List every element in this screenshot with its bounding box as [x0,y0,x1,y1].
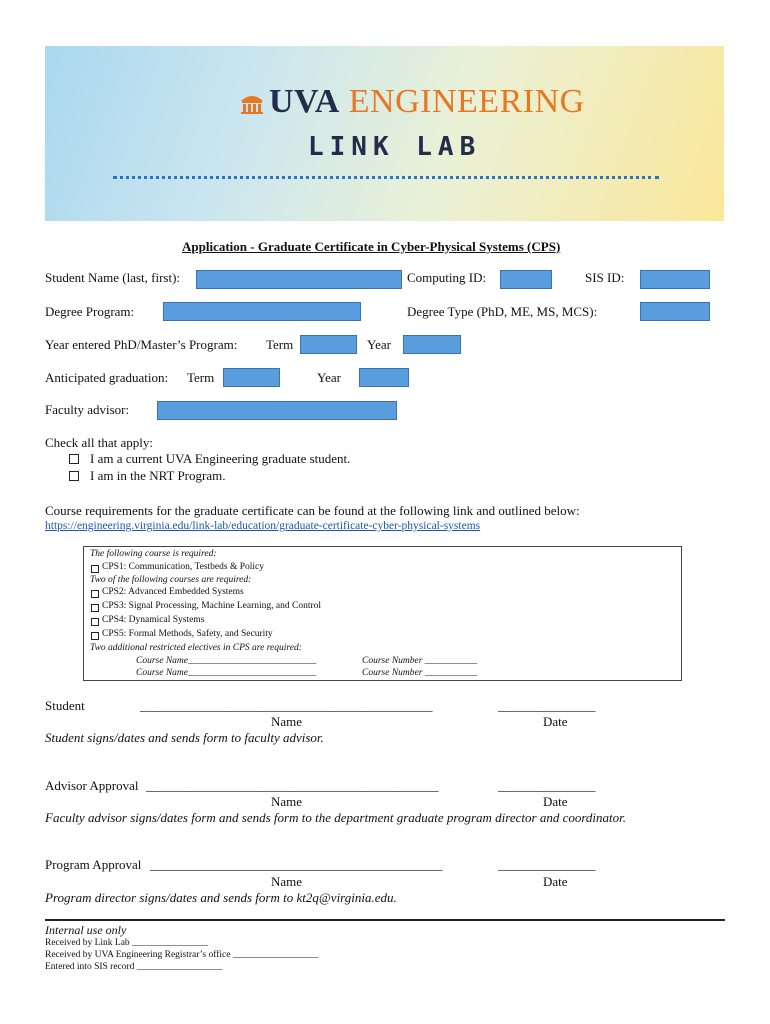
internal-use-heading: Internal use only [45,923,127,937]
elective-2-course-name[interactable]: Course Name___________________________ [136,668,317,678]
year-entered-label: Year entered PhD/Master’s Program: [45,337,238,352]
sis-id-input[interactable] [640,270,710,289]
cps2-checkbox[interactable] [91,590,99,598]
faculty-advisor-label: Faculty advisor: [45,402,130,417]
faculty-advisor-input[interactable] [157,401,397,420]
nrt-program-checkbox[interactable] [69,471,79,481]
current-student-label: I am a current UVA Engineering graduate student. [90,451,351,466]
cps2-label: CPS2: Advanced Embedded Systems [102,587,244,597]
degree-type-input[interactable] [640,302,710,321]
check-all-heading: Check all that apply: [45,435,153,450]
student-note: Student signs/dates and sends form to faculty advisor. [45,730,324,745]
rotunda-icon [239,86,265,112]
sis-id-label: SIS ID: [585,270,625,285]
advisor-signature-line[interactable]: _____________________________________________ [146,778,439,793]
electives-heading: Two additional restricted electives in CPS are required: [90,643,302,653]
uva-engineering-logo [239,83,585,121]
degree-program-input[interactable] [163,302,361,321]
advisor-approval-label: Advisor Approval [45,778,139,793]
two-required-heading: Two of the following courses are required: [90,575,252,585]
program-signature-line[interactable]: _____________________________________________ [150,857,443,872]
cps3-checkbox[interactable] [91,604,99,612]
cps1-checkbox[interactable] [91,565,99,573]
entered-sis-record: Entered into SIS record __________________ [45,962,223,972]
program-date-caption: Date [543,874,568,889]
grad-term-input[interactable] [223,368,280,387]
required-heading: The following course is required: [90,549,217,559]
advisor-date-line[interactable]: _______________ [498,778,596,793]
student-signature-line[interactable]: _____________________________________________ [140,698,433,713]
computing-id-label: Computing ID: [407,270,487,285]
student-name-caption: Name [271,714,303,729]
anticipated-graduation-label: Anticipated graduation: [45,370,169,385]
student-date-caption: Date [543,714,568,729]
program-date-line[interactable]: _______________ [498,857,596,872]
advisor-name-caption: Name [271,794,303,809]
entered-year-input[interactable] [403,335,461,354]
cps4-checkbox[interactable] [91,618,99,626]
entered-term-input[interactable] [300,335,357,354]
program-approval-label: Program Approval [45,857,142,872]
received-link-lab: Received by Link Lab ________________ [45,938,209,948]
elective-1-course-number[interactable]: Course Number ___________ [362,656,478,666]
brand-engineering: ENGINEERING [348,83,585,120]
degree-program-label: Degree Program: [45,304,135,319]
brand-uva: UVA [269,83,340,120]
elective-2-course-number[interactable]: Course Number ___________ [362,668,478,678]
grad-year-label: Year [317,370,341,385]
entered-year-label: Year [367,337,391,352]
student-name-input[interactable] [196,270,402,289]
form-title: Application - Graduate Certificate in Cyber-Physical Systems (CPS) [182,239,561,254]
course-intro: Course requirements for the graduate certificate can be found at the following link and outlined below: [45,503,580,518]
advisor-note: Faculty advisor signs/dates form and sends form to the department graduate program director and coordinator. [45,810,627,825]
banner-subtitle: LINK LAB [308,132,482,162]
grad-term-label: Term [187,370,215,385]
elective-1-course-name[interactable]: Course Name___________________________ [136,656,317,666]
nrt-program-label: I am in the NRT Program. [90,468,226,483]
degree-type-label: Degree Type (PhD, ME, MS, MCS): [407,304,598,319]
program-note: Program director signs/dates and sends form to kt2q@virginia.edu. [45,890,397,905]
dotted-divider [113,176,659,179]
student-name-label: Student Name (last, first): [45,270,181,285]
received-registrar: Received by UVA Engineering Registrar’s office __________________ [45,950,319,960]
internal-divider [45,919,725,921]
cps3-label: CPS3: Signal Processing, Machine Learning, and Control [102,601,322,611]
cps5-checkbox[interactable] [91,632,99,640]
cps4-label: CPS4: Dynamical Systems [102,615,205,625]
entered-term-label: Term [266,337,294,352]
cps1-label: CPS1: Communication, Testbeds & Policy [102,562,264,572]
program-name-caption: Name [271,874,303,889]
advisor-date-caption: Date [543,794,568,809]
cps5-label: CPS5: Formal Methods, Safety, and Security [102,629,273,639]
computing-id-input[interactable] [500,270,552,289]
grad-year-input[interactable] [359,368,409,387]
certificate-link[interactable]: https://engineering.virginia.edu/link-lab/education/graduate-certificate-cyber-physical-systems [45,520,481,532]
student-date-line[interactable]: _______________ [498,698,596,713]
student-signature-label: Student [45,698,85,713]
current-student-checkbox[interactable] [69,454,79,464]
header-banner [45,46,724,221]
